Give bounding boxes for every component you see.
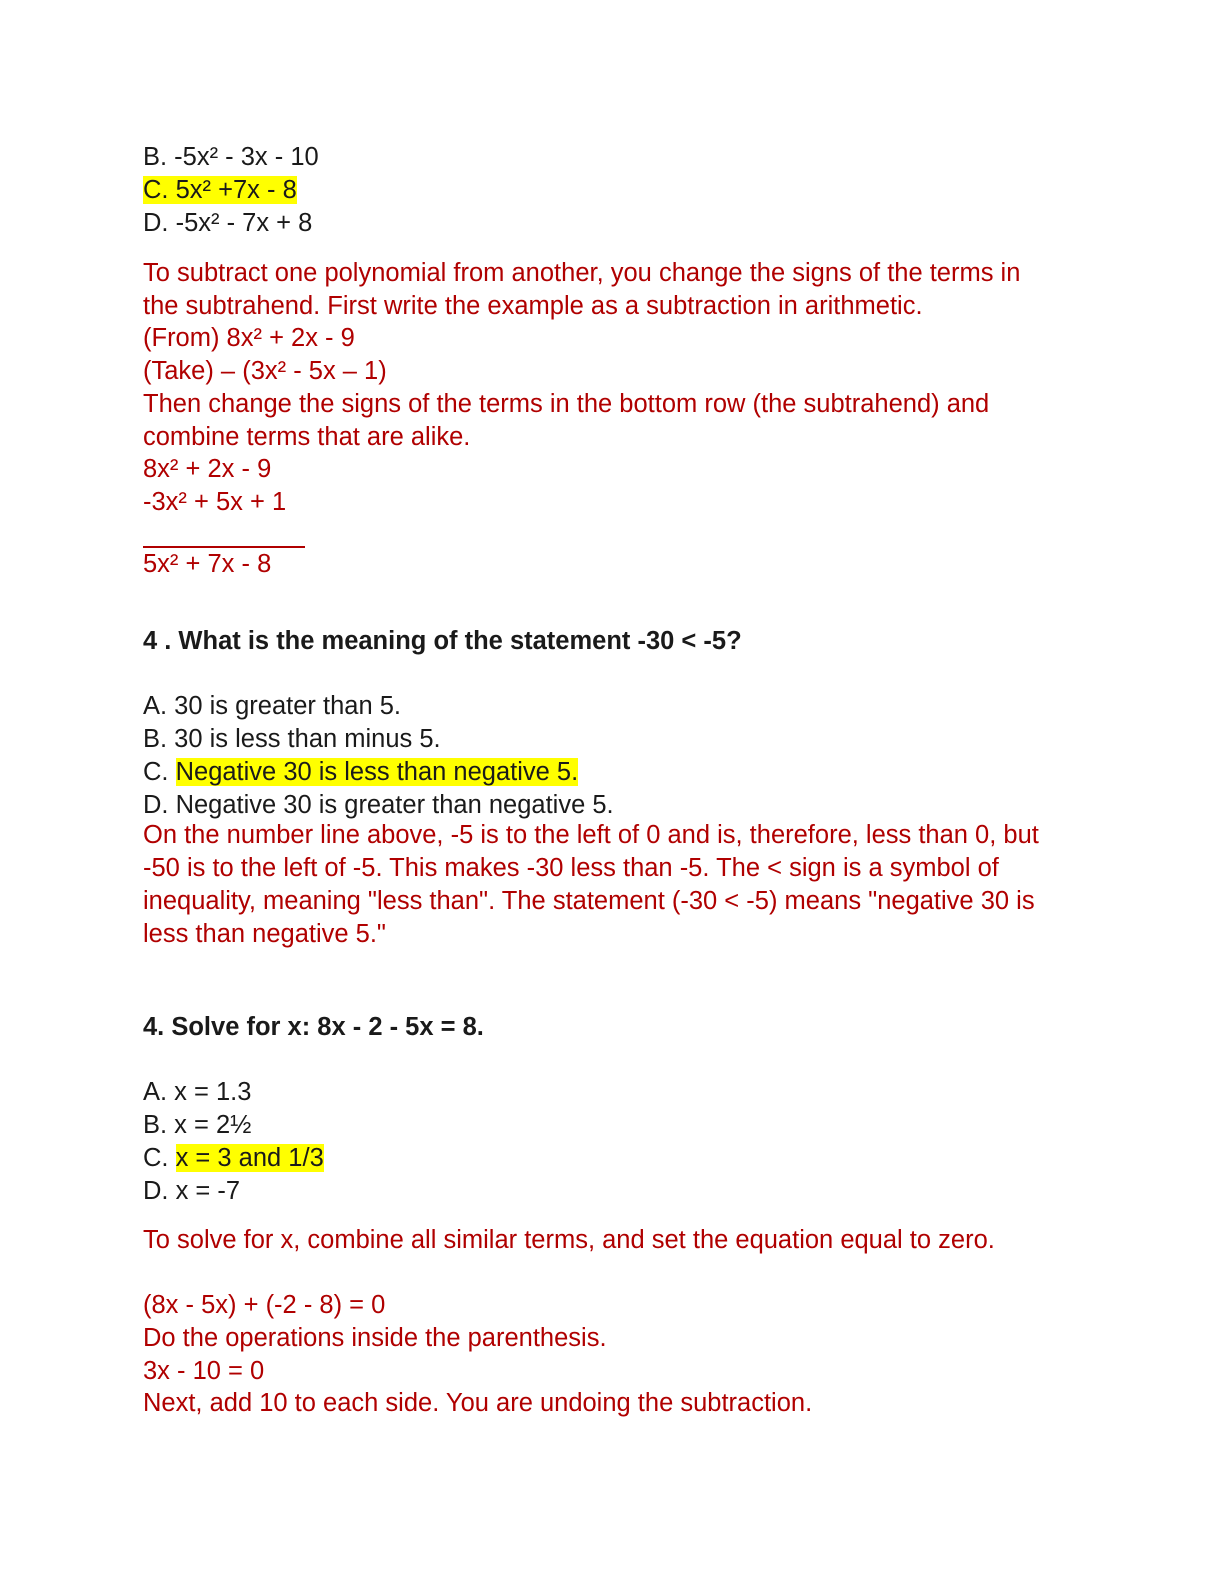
q3-explanation-line: 8x² + 2x - 9 <box>143 455 272 483</box>
answer-highlight: C. 5x² +7x - 8 <box>143 176 297 204</box>
q4a-explanation-line: inequality, meaning "less than". The statement (-30 < -5) means "negative 30 is <box>143 887 1035 915</box>
q3-result: 5x² + 7x - 8 <box>143 550 272 578</box>
q4b-step: (8x - 5x) + (-2 - 8) = 0 <box>143 1291 386 1319</box>
q3-explanation-line: -3x² + 5x + 1 <box>143 488 287 516</box>
q3-explanation-line: Then change the signs of the terms in the bottom row (the subtrahend) and <box>143 390 990 418</box>
q4a-explanation-line: On the number line above, -5 is to the left of 0 and is, therefore, less than 0, but <box>143 821 1039 849</box>
q4a-option-c <box>143 756 578 789</box>
q4b-question: 4. Solve for x: 8x - 2 - 5x = 8. <box>143 1013 484 1041</box>
q3-option-c <box>143 174 297 207</box>
q3-explanation-line: (Take) – (3x² - 5x – 1) <box>143 357 387 385</box>
option-prefix: C. <box>143 758 176 786</box>
q3-explanation-line: combine terms that are alike. <box>143 423 471 451</box>
q4b-option-a: A. x = 1.3 <box>143 1078 252 1106</box>
q4a-explanation-line: less than negative 5." <box>143 920 386 948</box>
q3-option-b: B. -5x² - 3x - 10 <box>143 143 319 171</box>
q4b-step: Do the operations inside the parenthesis. <box>143 1324 607 1352</box>
q4a-explanation-line: -50 is to the left of -5. This makes -30 less than -5. The < sign is a symbol of <box>143 854 999 882</box>
answer-highlight: x = 3 and 1/3 <box>175 1144 324 1172</box>
q4b-step: Next, add 10 to each side. You are undoing the subtraction. <box>143 1389 813 1417</box>
q4a-option-d: D. Negative 30 is greater than negative 5. <box>143 791 614 819</box>
q4a-option-a: A. 30 is greater than 5. <box>143 692 401 720</box>
q4b-option-d: D. x = -7 <box>143 1177 241 1205</box>
q3-explanation-line: (From) 8x² + 2x - 9 <box>143 324 355 352</box>
answer-highlight: Negative 30 is less than negative 5. <box>175 758 579 786</box>
q4b-step: 3x - 10 = 0 <box>143 1357 265 1385</box>
q4b-intro: To solve for x, combine all similar terms, and set the equation equal to zero. <box>143 1226 995 1254</box>
option-prefix: C. <box>143 1144 176 1172</box>
q4b-option-c <box>143 1142 324 1175</box>
q3-explanation-line: the subtrahend. First write the example as a subtraction in arithmetic. <box>143 292 923 320</box>
q3-explanation-line: To subtract one polynomial from another, you change the signs of the terms in <box>143 259 1021 287</box>
q4a-option-b: B. 30 is less than minus 5. <box>143 725 441 753</box>
q3-option-d: D. -5x² - 7x + 8 <box>143 209 313 237</box>
q4a-question: 4 . What is the meaning of the statement -30 < -5? <box>143 627 742 655</box>
q4b-option-b: B. x = 2½ <box>143 1111 252 1139</box>
